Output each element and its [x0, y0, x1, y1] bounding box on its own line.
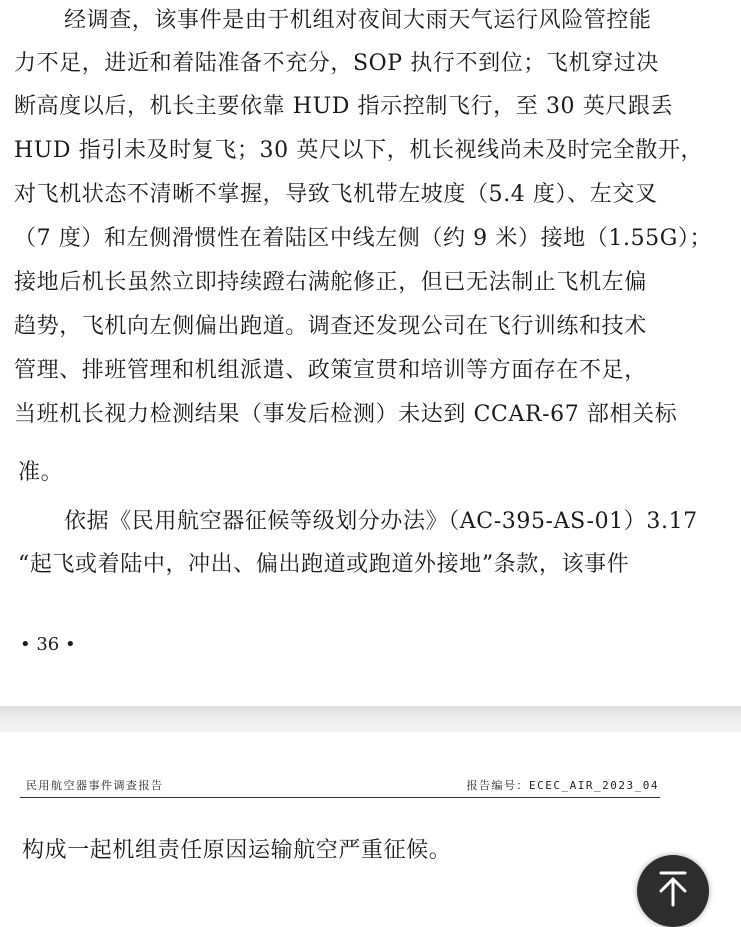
- running-header-title: 民用航空器事件调查报告: [26, 779, 164, 792]
- text-line-6: （7 度）和左侧滑惯性在着陆区中线左侧（约 9 米）接地（1.55G）；: [14, 226, 713, 251]
- text-line-8: 趋势，飞机向左侧偏出跑道。调查还发现公司在飞行训练和技术: [14, 314, 647, 339]
- text-line-9: 管理、排班管理和机组派遣、政策宣贯和培训等方面存在不足，: [14, 358, 647, 383]
- text-line-10: 当班机长视力检测结果（事发后检测）未达到 CCAR-67 部相关标: [14, 402, 678, 427]
- text-line-4: HUD 指引未及时复飞；30 英尺以下，机长视线尚未及时完全散开，: [14, 138, 704, 163]
- page-number: • 36 •: [20, 634, 76, 655]
- running-header-report-number: 报告编号：ECEC_AIR_2023_04: [466, 779, 659, 792]
- scroll-to-top-icon: [653, 867, 693, 907]
- report-page-37: [0, 732, 741, 900]
- text-line-1: 经调查，该事件是由于机组对夜间大雨天气运行风险管控能: [64, 8, 652, 33]
- text-line-13: “起飞或着陆中，冲出、偏出跑道或跑道外接地”条款，该事件: [18, 552, 630, 577]
- page-separator: [0, 706, 741, 732]
- text-line-11: 准。: [18, 460, 64, 485]
- header-divider: [20, 797, 660, 798]
- text-line-5: 对飞机状态不清晰不掌握，导致飞机带左坡度（5.4 度）、左交叉: [14, 182, 658, 207]
- text-line-12: 依据《民用航空器征候等级划分办法》（AC-395-AS-01）3.17: [64, 509, 698, 534]
- scroll-to-top-button[interactable]: [637, 855, 709, 927]
- text-line-14: 构成一起机组责任原因运输航空严重征候。: [22, 838, 452, 863]
- text-line-7: 接地后机长虽然立即持续蹬右满舵修正，但已无法制止飞机左偏: [14, 270, 647, 295]
- text-line-3: 断高度以后，机长主要依靠 HUD 指示控制飞行，至 30 英尺跟丢: [14, 94, 674, 119]
- text-line-2: 力不足，进近和着陆准备不充分，SOP 执行不到位；飞机穿过决: [14, 51, 659, 76]
